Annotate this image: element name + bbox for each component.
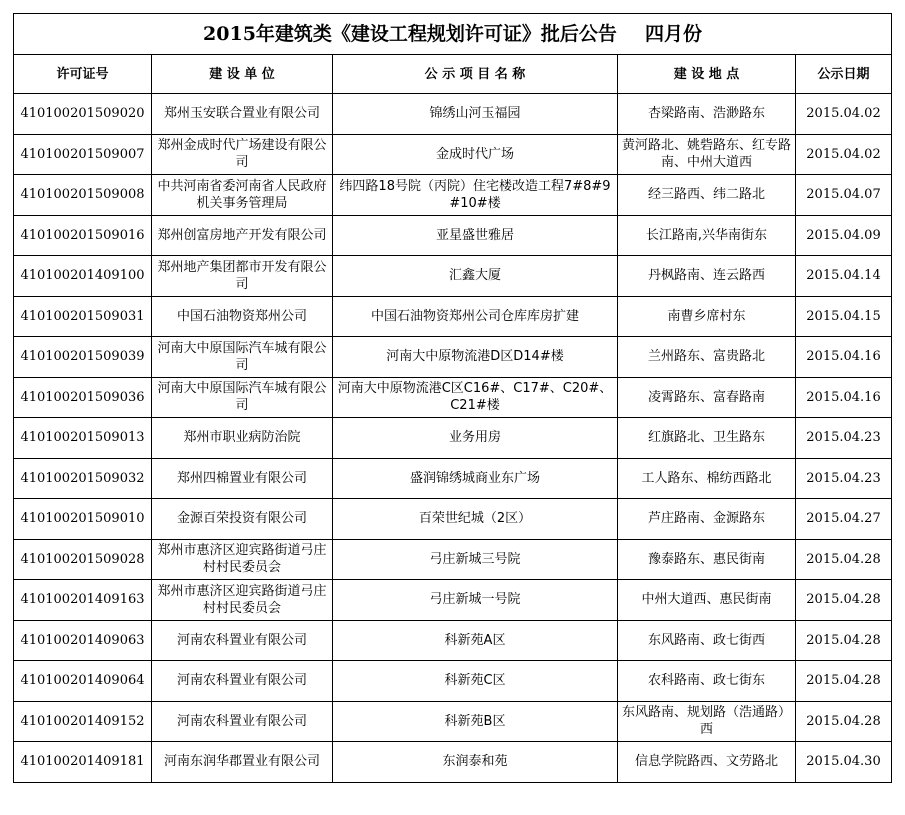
table-row xyxy=(14,580,892,621)
header-project: 公 示 项 目 名 称 xyxy=(333,55,618,94)
cell-permit-no: 410100201509013 xyxy=(14,418,152,459)
cell-unit: 河南东润华郡置业有限公司 xyxy=(152,742,333,783)
cell-permit-no: 410100201409063 xyxy=(14,620,152,661)
cell-permit-no: 410100201509016 xyxy=(14,215,152,256)
cell-location: 中州大道西、惠民街南 xyxy=(618,580,796,621)
cell-date: 2015.04.23 xyxy=(796,458,892,499)
cell-location: 杏梁路南、浩渺路东 xyxy=(618,94,796,135)
table-row xyxy=(14,539,892,580)
title-row xyxy=(14,14,892,55)
table-row xyxy=(14,418,892,459)
cell-date: 2015.04.07 xyxy=(796,175,892,216)
cell-unit: 河南大中原国际汽车城有限公司 xyxy=(152,337,333,378)
cell-location: 信息学院路西、文劳路北 xyxy=(618,742,796,783)
cell-date: 2015.04.16 xyxy=(796,377,892,418)
cell-project: 科新苑C区 xyxy=(333,661,618,702)
table-row xyxy=(14,661,892,702)
cell-date: 2015.04.16 xyxy=(796,337,892,378)
table-row xyxy=(14,94,892,135)
table-row xyxy=(14,458,892,499)
cell-location: 长江路南,兴华南街东 xyxy=(618,215,796,256)
cell-unit: 河南大中原国际汽车城有限公司 xyxy=(152,377,333,418)
header-location: 建 设 地 点 xyxy=(618,55,796,94)
cell-unit: 郑州地产集团都市开发有限公司 xyxy=(152,256,333,297)
cell-permit-no: 410100201409163 xyxy=(14,580,152,621)
table-row xyxy=(14,701,892,742)
table-row xyxy=(14,499,892,540)
cell-date: 2015.04.14 xyxy=(796,256,892,297)
cell-permit-no: 410100201409152 xyxy=(14,701,152,742)
cell-unit: 郑州市惠济区迎宾路街道弓庄村村民委员会 xyxy=(152,539,333,580)
cell-project: 东润泰和苑 xyxy=(333,742,618,783)
cell-unit: 中国石油物资郑州公司 xyxy=(152,296,333,337)
cell-location: 农科路南、政七街东 xyxy=(618,661,796,702)
cell-location: 芦庄路南、金源路东 xyxy=(618,499,796,540)
cell-project: 锦绣山河玉福园 xyxy=(333,94,618,135)
table-row xyxy=(14,296,892,337)
table-row xyxy=(14,377,892,418)
cell-project: 盛润锦绣城商业东广场 xyxy=(333,458,618,499)
table-row xyxy=(14,175,892,216)
cell-permit-no: 410100201409181 xyxy=(14,742,152,783)
cell-date: 2015.04.28 xyxy=(796,539,892,580)
table-row xyxy=(14,742,892,783)
cell-unit: 河南农科置业有限公司 xyxy=(152,701,333,742)
cell-project: 汇鑫大厦 xyxy=(333,256,618,297)
header-unit: 建 设 单 位 xyxy=(152,55,333,94)
cell-location: 东风路南、政七街西 xyxy=(618,620,796,661)
cell-permit-no: 410100201409064 xyxy=(14,661,152,702)
cell-date: 2015.04.02 xyxy=(796,94,892,135)
permit-announcement-table xyxy=(13,13,892,783)
cell-date: 2015.04.15 xyxy=(796,296,892,337)
table-row xyxy=(14,337,892,378)
cell-location: 豫泰路东、惠民街南 xyxy=(618,539,796,580)
cell-date: 2015.04.28 xyxy=(796,701,892,742)
cell-project: 科新苑B区 xyxy=(333,701,618,742)
cell-location: 黄河路北、姚砦路东、红专路南、中州大道西 xyxy=(618,134,796,175)
cell-project: 河南大中原物流港D区D14#楼 xyxy=(333,337,618,378)
cell-unit: 郑州市职业病防治院 xyxy=(152,418,333,459)
cell-unit: 郑州创富房地产开发有限公司 xyxy=(152,215,333,256)
cell-permit-no: 410100201509020 xyxy=(14,94,152,135)
table-row xyxy=(14,134,892,175)
cell-permit-no: 410100201509008 xyxy=(14,175,152,216)
cell-location: 南曹乡席村东 xyxy=(618,296,796,337)
cell-location: 工人路东、棉纺西路北 xyxy=(618,458,796,499)
table-row xyxy=(14,215,892,256)
cell-permit-no: 410100201509032 xyxy=(14,458,152,499)
cell-permit-no: 410100201509036 xyxy=(14,377,152,418)
cell-project: 弓庄新城一号院 xyxy=(333,580,618,621)
cell-date: 2015.04.30 xyxy=(796,742,892,783)
cell-date: 2015.04.28 xyxy=(796,580,892,621)
cell-permit-no: 410100201509007 xyxy=(14,134,152,175)
cell-project: 中国石油物资郑州公司仓库库房扩建 xyxy=(333,296,618,337)
table-row xyxy=(14,620,892,661)
cell-project: 金成时代广场 xyxy=(333,134,618,175)
cell-permit-no: 410100201509028 xyxy=(14,539,152,580)
cell-project: 业务用房 xyxy=(333,418,618,459)
cell-date: 2015.04.02 xyxy=(796,134,892,175)
cell-permit-no: 410100201409100 xyxy=(14,256,152,297)
cell-project: 百荣世纪城（2区） xyxy=(333,499,618,540)
header-permit-no: 许可证号 xyxy=(14,55,152,94)
cell-location: 凌霄路东、富春路南 xyxy=(618,377,796,418)
cell-unit: 河南农科置业有限公司 xyxy=(152,661,333,702)
cell-location: 兰州路东、富贵路北 xyxy=(618,337,796,378)
cell-unit: 郑州金成时代广场建设有限公司 xyxy=(152,134,333,175)
cell-project: 弓庄新城三号院 xyxy=(333,539,618,580)
cell-permit-no: 410100201509031 xyxy=(14,296,152,337)
cell-unit: 金源百荣投资有限公司 xyxy=(152,499,333,540)
cell-date: 2015.04.09 xyxy=(796,215,892,256)
column-header-row xyxy=(14,55,892,94)
cell-date: 2015.04.28 xyxy=(796,661,892,702)
cell-project: 河南大中原物流港C区C16#、C17#、C20#、C21#楼 xyxy=(333,377,618,418)
table-row xyxy=(14,256,892,297)
cell-date: 2015.04.28 xyxy=(796,620,892,661)
cell-location: 红旗路北、卫生路东 xyxy=(618,418,796,459)
title-main: 2015年建筑类《建设工程规划许可证》批后公告 xyxy=(203,22,617,45)
cell-project: 纬四路18号院（丙院）住宅楼改造工程7#8#9#10#楼 xyxy=(333,175,618,216)
cell-unit: 郑州四棉置业有限公司 xyxy=(152,458,333,499)
page-title xyxy=(14,14,892,55)
title-month: 四月份 xyxy=(644,22,702,45)
cell-unit: 中共河南省委河南省人民政府机关事务管理局 xyxy=(152,175,333,216)
cell-unit: 郑州玉安联合置业有限公司 xyxy=(152,94,333,135)
cell-project: 科新苑A区 xyxy=(333,620,618,661)
cell-permit-no: 410100201509010 xyxy=(14,499,152,540)
cell-location: 丹枫路南、连云路西 xyxy=(618,256,796,297)
cell-date: 2015.04.23 xyxy=(796,418,892,459)
cell-project: 亚星盛世雅居 xyxy=(333,215,618,256)
cell-permit-no: 410100201509039 xyxy=(14,337,152,378)
cell-date: 2015.04.27 xyxy=(796,499,892,540)
table-body xyxy=(14,94,892,783)
cell-unit: 河南农科置业有限公司 xyxy=(152,620,333,661)
cell-location: 东风路南、规划路（浩通路）西 xyxy=(618,701,796,742)
header-date: 公示日期 xyxy=(796,55,892,94)
cell-unit: 郑州市惠济区迎宾路街道弓庄村村民委员会 xyxy=(152,580,333,621)
cell-location: 经三路西、纬二路北 xyxy=(618,175,796,216)
